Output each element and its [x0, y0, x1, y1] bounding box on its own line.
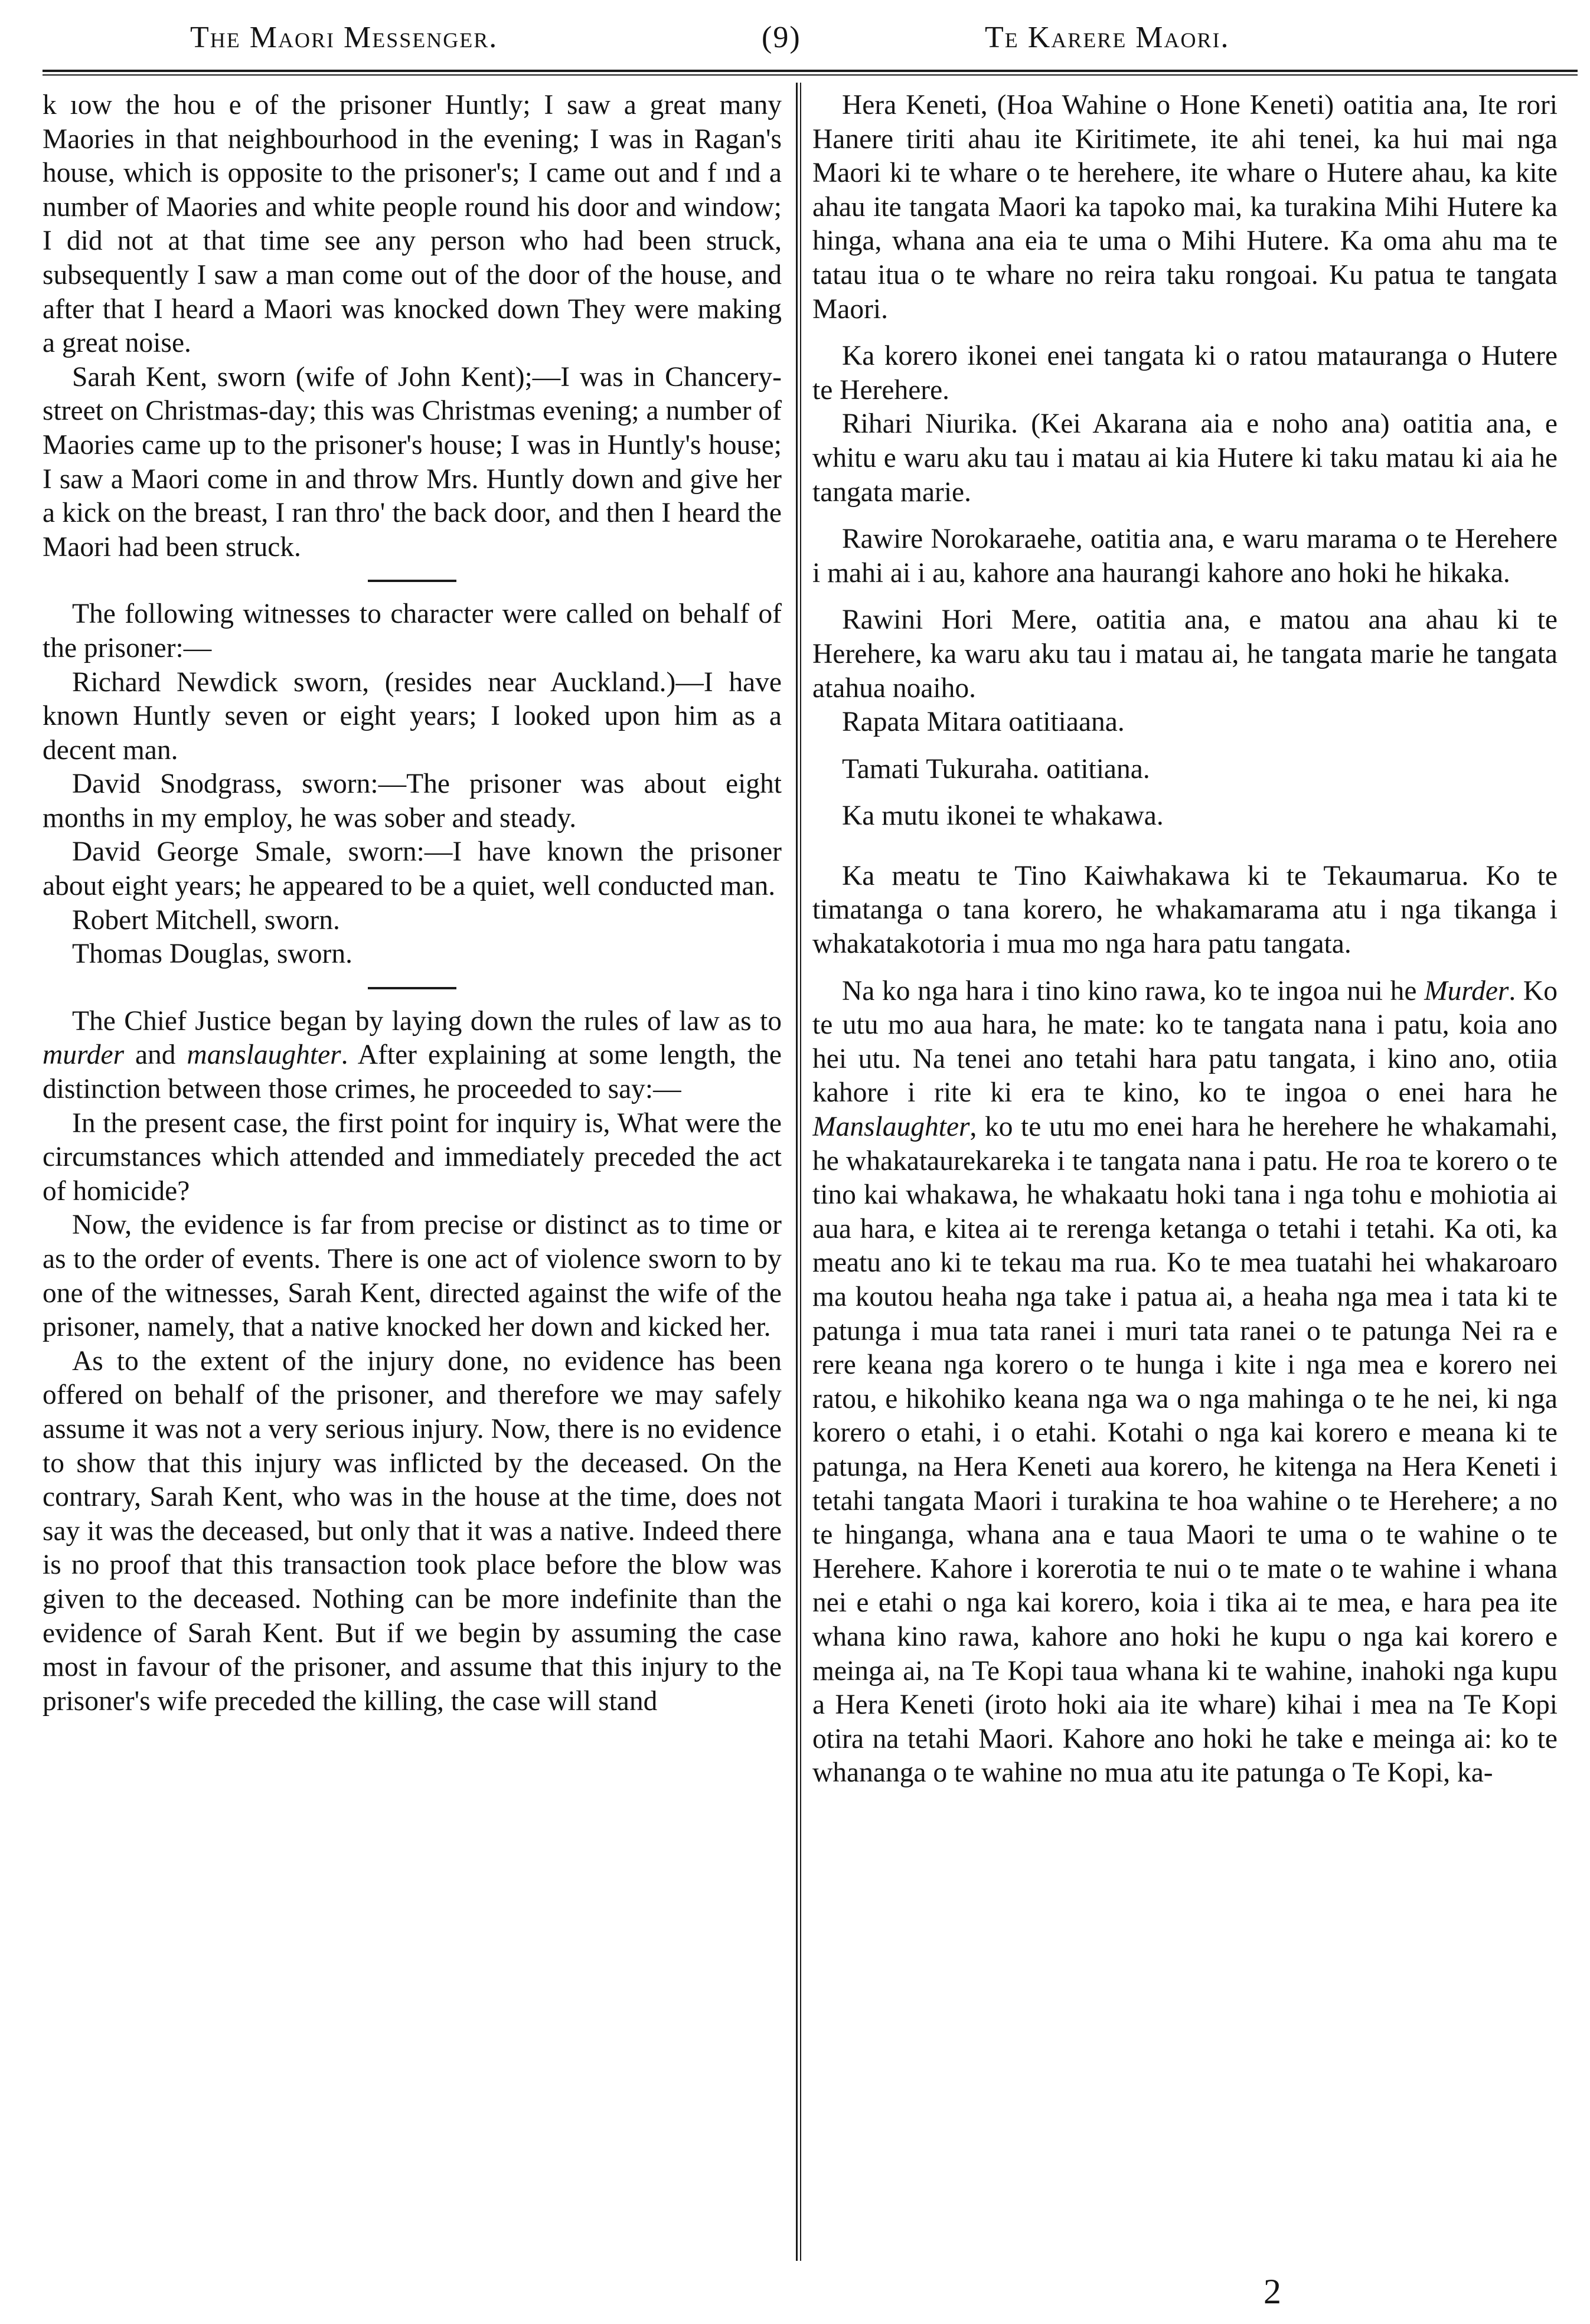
masthead-maori: Te Karere Maori. [985, 21, 1230, 54]
italic-manslaughter-maori: Manslaughter [812, 1112, 970, 1143]
paragraph-first-point: In the present case, the first point for inquiry is, What were the circumstances which attended and immediately preceded the act of homicide? [43, 1107, 782, 1207]
paragraph-tino-kaiwhakawa: Ka meatu te Tino Kaiwhakawa ki te Tekaumarua. Ko te timatanga o tana korero, he whakamarama atu i nga tikanga i whakatakotoria i mua mo nga hara patu tangata. [812, 860, 1558, 960]
paragraph-tamati-tukuraha: Tamati Tukuraha. oatitiana. [842, 753, 1150, 785]
page-header [0, 0, 1590, 65]
italic-manslaughter: manslaughter [187, 1040, 341, 1071]
paragraph-david-snodgrass: David Snodgrass, sworn:—The prisoner was about eight months in my employ, he was sober and steady. [43, 769, 782, 833]
paragraph-hera-keneti: Hera Keneti, (Hoa Wahine o Hone Keneti) oatitia ana, Ite rori Hanere tiriti ahau ite Kiritimete, ite ahi tenei, ka hui mai nga Maori ki te whare o te herehere, ite whare o Hutere ahau, ka kite ahau ite tangata Maori ka tapoko mai, ka turakina Mihi Hutere ka hinga, whana ana eia te uma o Mihi Hutere. Ka oma ahu ma te tatau itua o te whare no reira taku rongoai. Ku patua te tangata Maori. [812, 90, 1558, 325]
paragraph-rawini-hori-mere: Rawini Hori Mere, oatitia ana, e matou ana ahau ki te Herehere, ka waru aku tau i matau ai, he tangata marie he tangata atahua noaiho. [812, 604, 1558, 704]
paragraph-sarah-kent: Sarah Kent, sworn (wife of John Kent);—I was in Chancery-street on Christmas-day; this was Christmas evening; a number of Maories came up to the prisoner's house; I was in Huntly's house; I saw a Maori come in and throw Mrs. Huntly down and give her a kick on the breast, I ran thro' the back door, and then I heard the Maori had been struck. [43, 361, 782, 563]
paragraph-nga-hara: Na ko nga hara i tino kino rawa, ko te ingoa nui he Murder. Ko te utu mo aua hara, he mate: ko te tangata nana i patu, koia ano hei utu. Na tenei ano tetahi hara patu tangata, i kino ano, otiia kahore i rite ki era te kino, ko te ingoa o enei hara he Manslaughter, ko te utu mo enei hara he herehere he whakamahi, he whakataurekareka i te tangata nana i patu. He roa te korero o te tino kai whakawa, he whakaatu hoki tana i nga tohu e mohiotia ai aua hara, e kitea ai te rerenga ketanga o tetahi i tetahi. Ka oti, ka meatu ano ki te tekau ma rua. Ko te mea tuatahi hei whakaroaro ma koutou heaha nga take i patua ai, a heaha nga mea i tata ki te patunga i mua tata ranei i muri tata ranei o te patunga Nei ra e rere keana nga korero o te hunga i kite i nga mea e korero nei ratou, e hikohiko keana nga wa o nga mahinga o te he nei, ki nga korero o etahi, i o etahi. Kotahi o nga kai korero e meana ki te patunga, na Hera Keneti aua korero, he kitenga na Hera Keneti i tetahi tangata Maori i turakina te hoa wahine o te Herehere; a no te hinganga, whana ana e taua Maori te uma o te wahine o te Herehere. Kahore i korerotia te nui o te mate o te wahine i whana nei e etahi o nga kai korero, koia i tika ai te mea, e hara pea ite whana kino rawa, kahore ano hoki he kupu o nga kai korero e meinga ai, na Te Kopi taua whana ki te wahine, inahoki nga kupu a Hera Keneti (iroto hoki aia ite whare) kihai i mea na Te Kopi otira na tetahi Maori. Kahore ano hoki he take e meinga ai: ko te whananga o te wahine no mua atu ite patunga o Te Kopi, ka- [812, 975, 1558, 1789]
italic-murder-maori: Murder [1424, 975, 1509, 1006]
paragraph-rapata-mitara: Rapata Mitara oatitiaana. [842, 707, 1125, 738]
paragraph-evidence: Now, the evidence is far from precise or distinct as to time or as to the order of events. There is one act of violence sworn to by one of the witnesses, Sarah Kent, directed against the wife of the prisoner, namely, that a native knocked her down and kicked her. [43, 1210, 782, 1343]
masthead-english: The Maori Messenger. [190, 21, 498, 54]
column-divider [796, 83, 798, 2261]
paragraph-richard-newdick: Richard Newdick sworn, (resides near Auckland.)—I have known Huntly seven or eight years; I looked upon him as a decent man. [43, 666, 782, 766]
paragraph-david-george-smale: David George Smale, sworn:—I have known the prisoner about eight years; he appeared to be a quiet, well conducted man. [43, 836, 782, 902]
italic-murder: murder [43, 1040, 125, 1071]
paragraph-character-witnesses: The following witnesses to character were called on behalf of the prisoner:— [43, 599, 782, 663]
section-separator [368, 580, 456, 582]
paragraph-testimony-continued: k ıow the hou e of the prisoner Huntly; I saw a great many Maories in that neighbourhood in the evening; I was in Ragan's house, which is opposite to the prisoner's; I came out and f ınd a number of Maories and white people round his door and window; I did not at that time see any person who had been struck, subsequently I saw a man come out of the door of the house, and after that I heard a Maori was knocked down They were making a great noise. [43, 90, 782, 359]
paragraph-thomas-douglas: Thomas Douglas, sworn. [72, 939, 352, 970]
paragraph-ka-mutu: Ka mutu ikonei te whakawa. [842, 800, 1164, 832]
paragraph-chief-justice: The Chief Justice began by laying down the rules of law as to murder and manslaughter. After explaining at some length, the distinction between those crimes, he proceeded to say:— [43, 1005, 782, 1105]
header-rule [43, 70, 1578, 72]
page-number: 2 [1263, 2272, 1281, 2311]
paragraph-rihari-niurika: Rihari Niurika. (Kei Akarana aia e noho ana) oatitia ana, e whitu e waru aku tau i matau ai kia Hutere ki taku matau ki aia he tangata marie. [812, 408, 1558, 508]
paragraph-robert-mitchell: Robert Mitchell, sworn. [72, 904, 340, 936]
section-separator [368, 987, 456, 989]
paragraph-rawire-norokaraehe: Rawire Norokaraehe, oatitia ana, e waru marama o te Herehere i mahi ai i au, kahore ana haurangi kahore ano hoki he hikaka. [812, 524, 1558, 589]
paragraph-extent-of-injury: As to the extent of the injury done, no evidence has been offered on behalf of the prisoner, and therefore we may safely assume it was not a very serious injury. Now, there is no evidence to show that this injury was inflicted by the deceased. On the contrary, Sarah Kent, who was in the house at the time, does not say it was the deceased, but only that it was a native. Indeed there is no proof that this transaction took place before the blow was given to the deceased. Nothing can be more indefinite than the evidence of Sarah Kent. But if we begin by assuming the case most in favour of the prisoner, and assume that this injury to the prisoner's wife preceded the killing, the case will stand [43, 1345, 782, 1717]
column-divider-thin [800, 83, 801, 2261]
english-column [43, 89, 782, 2267]
maori-column [812, 89, 1558, 2267]
page-label: (9) [762, 21, 801, 54]
header-rule-thin [43, 74, 1578, 76]
paragraph-korero: Ka korero ikonei enei tangata ki o ratou matauranga o Hutere te Herehere. [812, 341, 1558, 406]
